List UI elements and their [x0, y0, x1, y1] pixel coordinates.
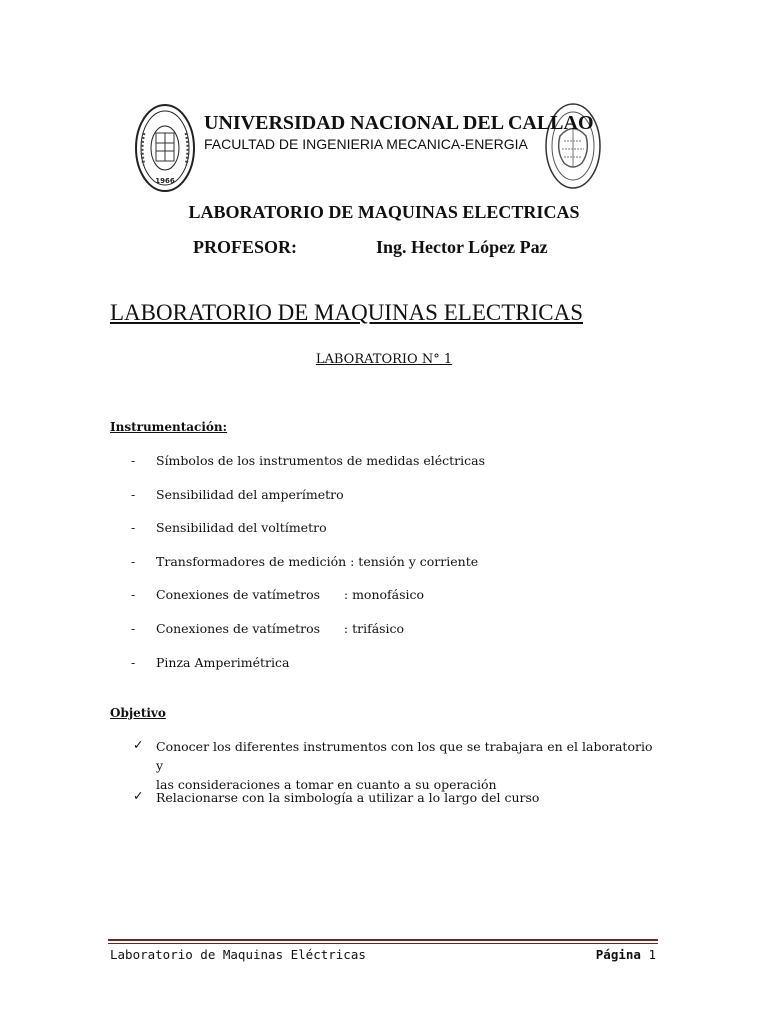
- bullet-dash: -: [131, 487, 136, 502]
- lab-number: LABORATORIO N° 1: [315, 352, 453, 367]
- professor-name: Ing. Hector López Paz: [376, 237, 548, 257]
- university-seal-left: [134, 103, 196, 193]
- list-item-text: Conexiones de vatímetros : trifásico: [156, 621, 405, 636]
- list-item: [131, 487, 344, 502]
- faculty-name: FACULTAD DE INGENIERIA MECANICA-ENERGIA: [204, 136, 528, 152]
- list-item: [131, 621, 404, 636]
- objective-item-text: [156, 737, 653, 794]
- list-item-text: Símbolos de los instrumentos de medidas eléctricas: [156, 453, 486, 468]
- list-item-text: Sensibilidad del amperímetro: [156, 487, 344, 502]
- objective-heading: Objetivo: [110, 706, 166, 720]
- objective-item-text: Relacionarse con la simbología a utilizar a lo largo del curso: [156, 790, 540, 805]
- footer-rule-thin: [108, 943, 658, 944]
- bullet-dash: -: [131, 621, 136, 636]
- footer-page-number: [596, 947, 656, 962]
- university-name: UNIVERSIDAD NACIONAL DEL CALLAO: [204, 112, 594, 134]
- list-item-text: Pinza Amperimétrica: [156, 655, 290, 670]
- list-item-text: Conexiones de vatímetros : monofásico: [156, 587, 425, 602]
- list-item: [131, 655, 289, 670]
- bullet-dash: -: [131, 520, 136, 535]
- objective-item: [133, 788, 653, 808]
- list-item: [131, 587, 424, 602]
- bullet-dash: -: [131, 587, 136, 602]
- bullet-dash: -: [131, 655, 136, 670]
- list-item-text: Transformadores de medición : tensión y corriente: [156, 554, 479, 569]
- bullet-dash: -: [131, 453, 136, 468]
- page-label: Página: [595, 947, 641, 962]
- seal-left-year: 1966: [155, 177, 175, 185]
- objective-item: [133, 737, 653, 792]
- objective-line: las consideraciones a tomar en cuanto a su operación: [156, 777, 497, 792]
- main-title: LABORATORIO DE MAQUINAS ELECTRICAS: [110, 300, 584, 325]
- bullet-dash: -: [131, 554, 136, 569]
- list-item: [131, 554, 478, 569]
- footer-rule-thick: [108, 939, 658, 941]
- checkmark-icon: ✓: [133, 737, 144, 752]
- course-title: LABORATORIO DE MAQUINAS ELECTRICAS: [188, 202, 580, 222]
- list-item: [131, 453, 485, 468]
- page-number: 1: [648, 947, 656, 962]
- checkmark-icon: ✓: [133, 788, 144, 803]
- professor-label: PROFESOR:: [193, 237, 298, 257]
- footer-document-title: Laboratorio de Maquinas Eléctricas: [110, 947, 366, 962]
- objective-line: Conocer los diferentes instrumentos con los que se trabajara en el laboratorio y: [156, 739, 653, 773]
- instrumentation-heading: Instrumentación:: [110, 420, 228, 434]
- list-item: [131, 520, 327, 535]
- list-item-text: Sensibilidad del voltímetro: [156, 520, 327, 535]
